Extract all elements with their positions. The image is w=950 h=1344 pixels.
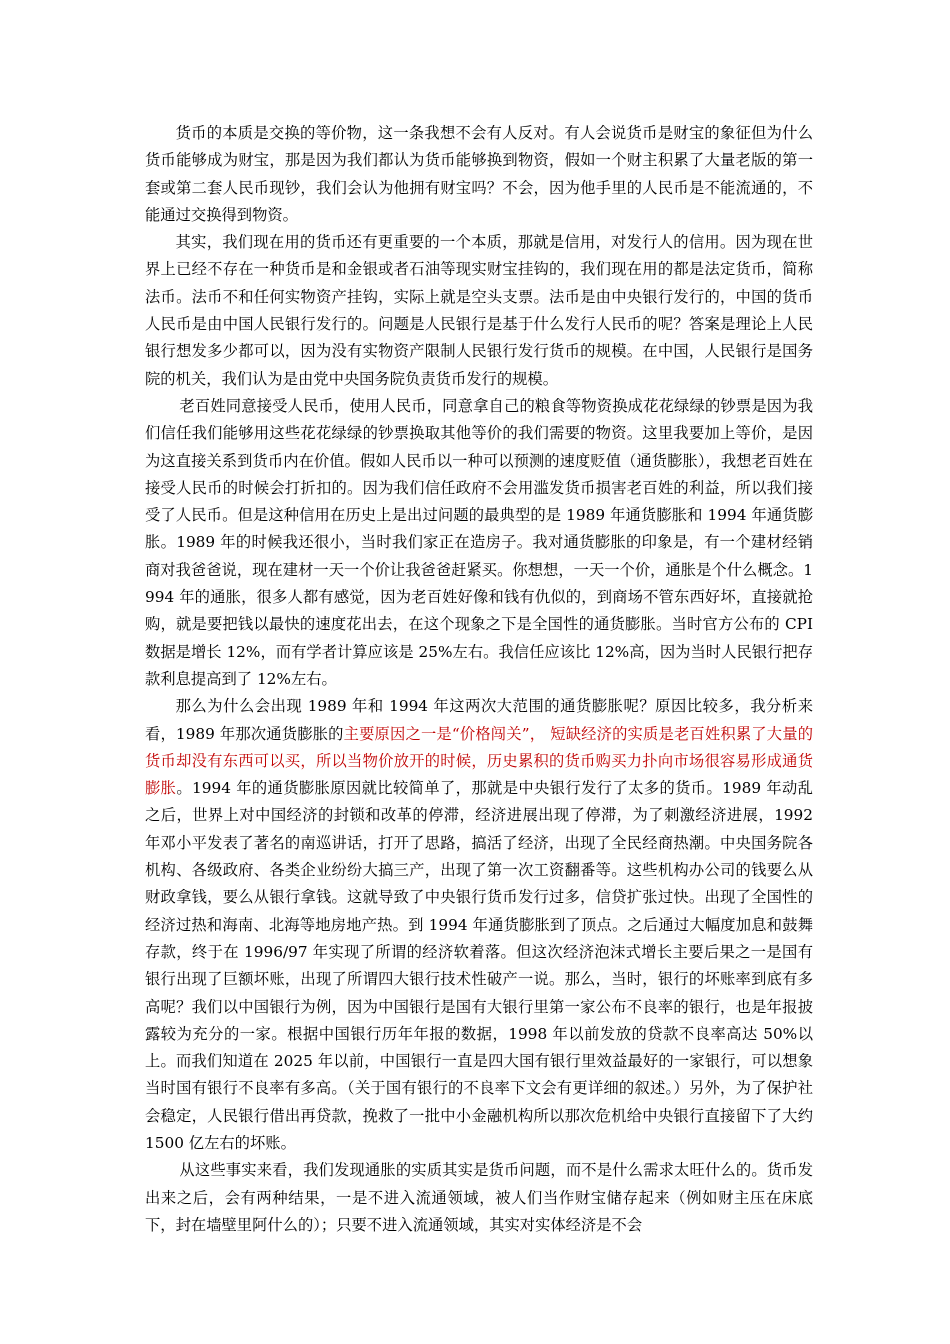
paragraph-public-trust: 老百姓同意接受人民币，使用人民币，同意拿自己的粮食等物资换成花花绿绿的钞票是因为我们信任我们能够用这些花花绿绿的钞票换取其他等价的我们需要的物资。这里我要加上等价，是因为这直接关系到货币内在价值。假如人民币以一种可以预测的速度贬值（通货膨胀），我想老百姓在接受人民币的时候会打折扣的。因为我们信任政府不会用滥发货币损害老百姓的利益，所以我们接受了人民币。但是这种信用在历史上是出过问题的最典型的是 1989 年通货膨胀和 1994 年通货膨胀。1989 年的时候我还很小，当时我们家正在造房子。我对通货膨胀的印象是，有一个建材经销商对我爸爸说，现在建材一天一个价让我爸爸赶紧买。你想想，一天一个价，通胀是个什么概念。1994 年的通胀，很多人都有感觉，因为老百姓好像和钱有仇似的，到商场不管东西好坏，直接就抢购，就是要把钱以最快的速度花出去，在这个现象之下是全国性的通货膨胀。当时官方公布的 CPI 数据是增长 12%，而有学者计算应该是 25%左右。我信任应该比 12%高，因为当时人民银行把存款利息提高到了 12%左右。 <box>145 396 813 688</box>
paragraph-inflation-causes-text: 那么为什么会出现 1989 年和 1994 年这两次大范围的通货膨胀呢？原因比较多，我分析来看，1989 年那次通货膨胀的 <box>145 697 813 743</box>
paragraph-conclusion: 从这些事实来看，我们发现通胀的实质其实是货币问题，而不是什么需求太旺什么的。货币发出来之后，会有两种结果，一是不进入流通领域，被人们当作财宝储存起来（例如财主压在床底下，封在墙壁里阿什么的）；只要不进入流通领域，其实对实体经济是不会 <box>145 1161 813 1234</box>
paragraph-inflation-causes-rest: 。1994 年的通货膨胀原因就比较简单了，那就是中央银行发行了太多的货币。1989 年动乱之后，世界上对中国经济的封锁和改革的停滞，经济进展出现了停滞，为了刺激经济进展，1992 年邓小平发表了著名的南巡讲话，打开了思路，搞活了经济，出现了全民经商热潮。中央国务院各机构、各级政府、各类企业纷纷大搞三产，出现了第一次工资翻番等。这些机构办公司的钱要么从财政拿钱，要么从银行拿钱。这就导致了中央银行货币发行过多，信贷扩张过快。出现了全国性的经济过热和海南、北海等地房地产热。到 1994 年通货膨胀到了顶点。之后通过大幅度加息和鼓舞存款，终于在 1996/97 年实现了所谓的经济软着落。但这次经济泡沫式增长主要后果之一是国有银行出现了巨额坏账，出现了所谓四大银行技术性破产一说。那么，当时，银行的坏账率到底有多高呢？我们以中国银行为例，因为中国银行是国有大银行里第一家公布不良率的银行，也是年报披露较为充分的一家。根据中国银行历年年报的数据，1998 年以前发放的贷款不良率高达 50%以上。而我们知道在 2025 年以前，中国银行一直是四大国有银行里效益最好的一家银行，可以想象当时国有银行不良率有多高。（关于国有银行的不良率下文会有更详细的叙述。）另外，为了保护社会稳定，人民银行借出再贷款，挽救了一批中小金融机构所以那次危机给中央银行直接留下了大约 1500 亿左右的坏账。 <box>145 779 813 1152</box>
document-page <box>145 120 813 1239</box>
paragraph-currency-essence: 货币的本质是交换的等价物，这一条我想不会有人反对。有人会说货币是财宝的象征但为什么货币能够成为财宝，那是因为我们都认为货币能够换到物资，假如一个财主积累了大量老版的第一套或第二套人民币现钞，我们会认为他拥有财宝吗？不会，因为他手里的人民币是不能流通的，不能通过交换得到物资。 <box>145 124 813 224</box>
highlighted-cause-text: 主要原因之一是“价格闯关”， 短缺经济的实质是老百姓积累了大量的货币却没有东西可以买，所以当物价放开的时候，历史累积的货币购买力扑向市场很容易形成通货膨胀 <box>145 724 813 798</box>
paragraph-inflation-causes <box>145 693 813 1157</box>
paragraph-credit: 其实，我们现在用的货币还有更重要的一个本质，那就是信用，对发行人的信用。因为现在世界上已经不存在一种货币是和金银或者石油等现实财宝挂钩的，我们现在用的都是法定货币，简称法币。法币不和任何实物资产挂钩，实际上就是空头支票。法币是由中央银行发行的，中国的货币人民币是由中国人民银行发行的。问题是人民银行是基于什么发行人民币的呢？答案是理论上人民银行想发多少都可以，因为没有实物资产限制人民银行发行货币的规模。在中国，人民银行是国务院的机关，我们认为是由党中央国务院负责货币发行的规模。 <box>145 233 813 388</box>
